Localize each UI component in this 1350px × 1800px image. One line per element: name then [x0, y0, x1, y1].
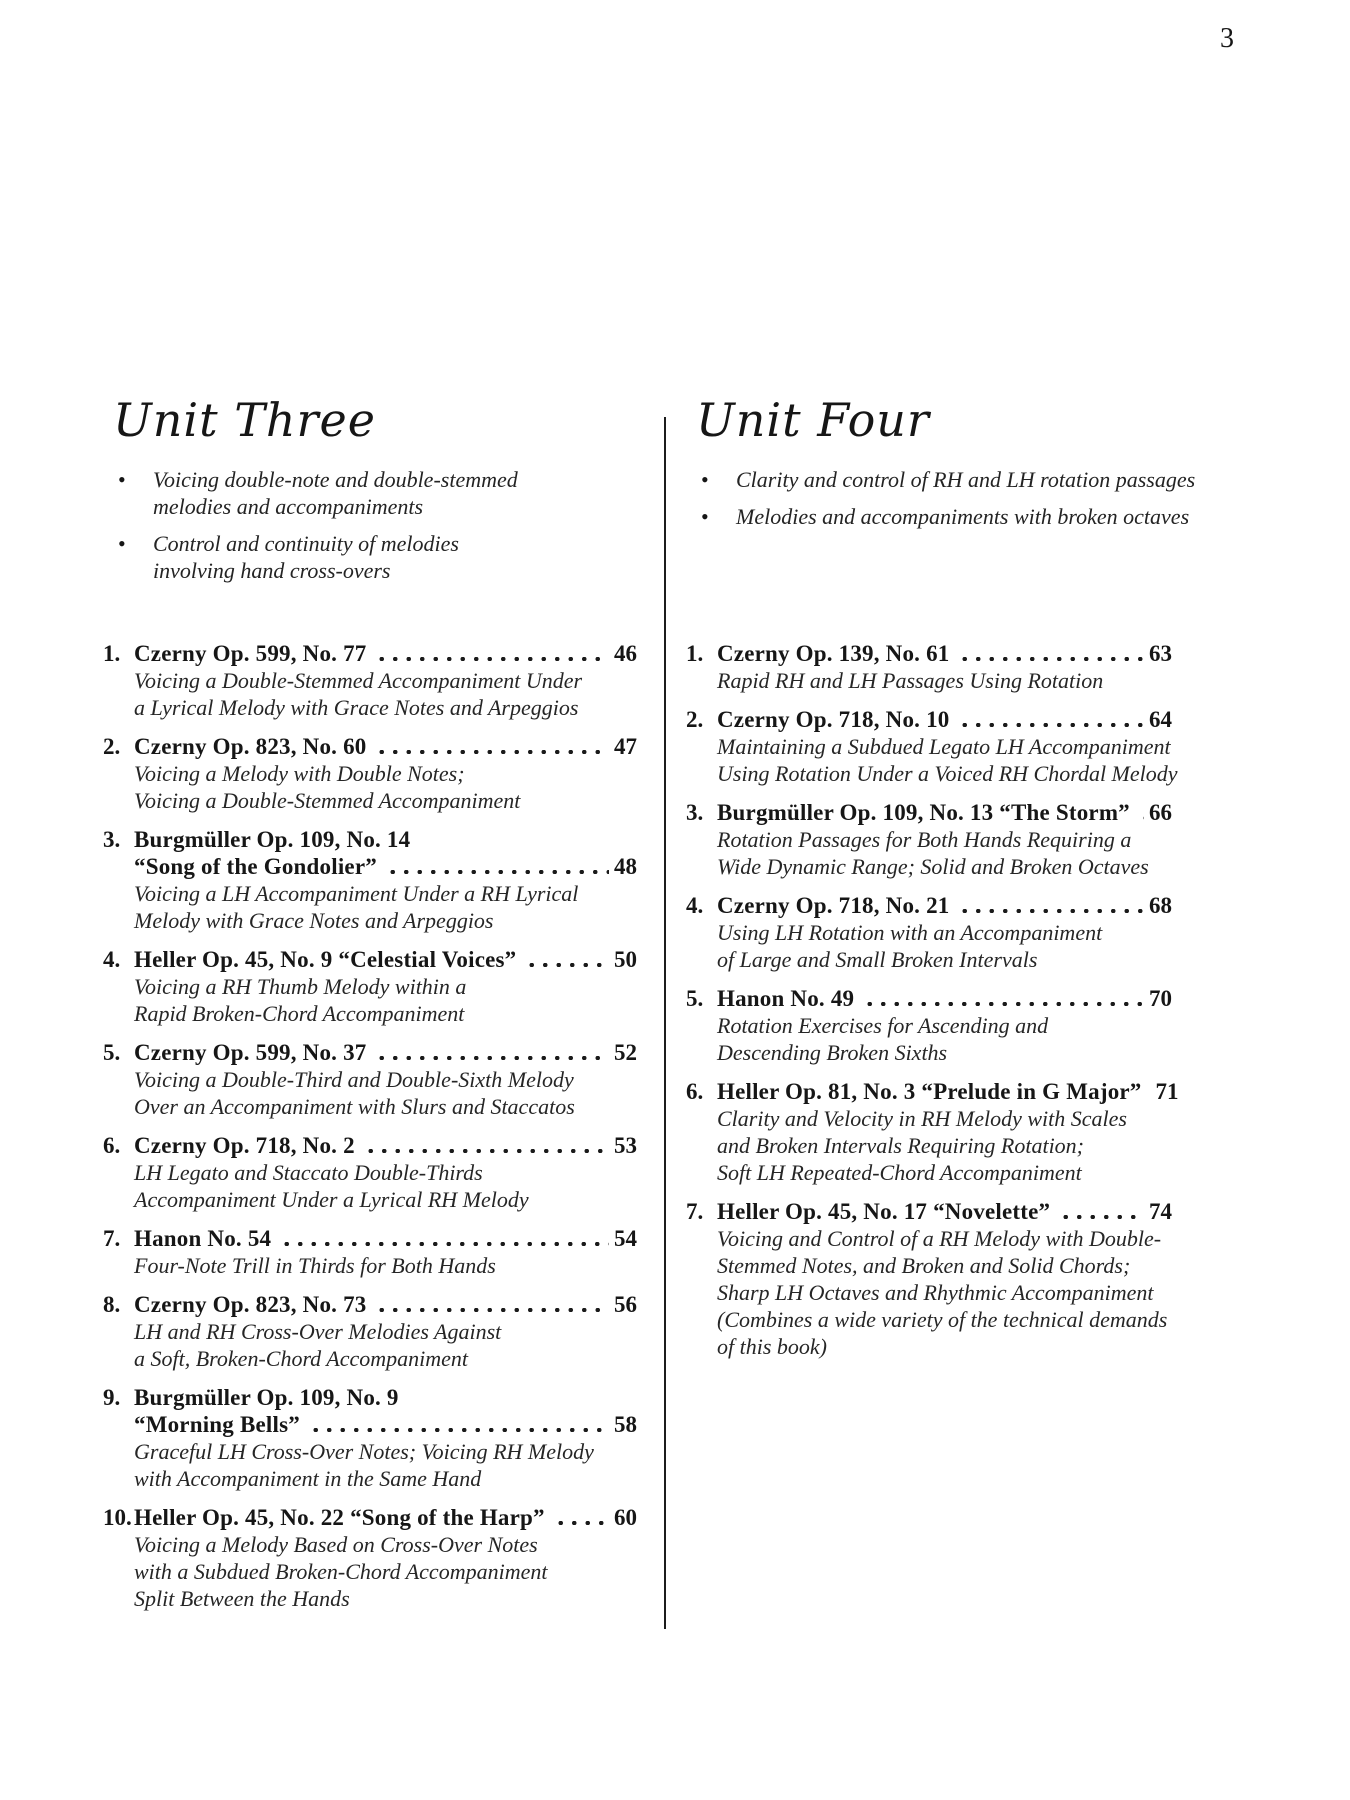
item-page-number: 60: [614, 1505, 637, 1530]
description-line: Voicing a Double-Stemmed Accompaniment Under: [134, 668, 583, 693]
description-line: of Large and Small Broken Intervals: [717, 947, 1038, 972]
toc-items: [686, 640, 1179, 1372]
toc-item: [103, 826, 637, 934]
item-number: 3.: [686, 800, 704, 825]
description-line: Four-Note Trill in Thirds for Both Hands: [134, 1253, 496, 1278]
item-number: 2.: [103, 734, 121, 759]
toc-item: [103, 733, 637, 814]
item-description: [686, 1012, 1172, 1066]
item-subtitle: “Song of the Gondolier”: [134, 854, 377, 879]
dot-leader: [525, 946, 609, 973]
item-title: Hanon No. 49: [717, 986, 855, 1011]
dot-leader: [364, 1132, 609, 1159]
bullet-text-line: Control and continuity of melodies: [153, 531, 459, 556]
item-number: 6.: [103, 1133, 121, 1158]
item-title: Burgmüller Op. 109, No. 9: [134, 1385, 399, 1410]
item-description: [686, 919, 1172, 973]
bullet-text-line: melodies and accompaniments: [153, 494, 424, 519]
description-line: LH and RH Cross-Over Melodies Against: [134, 1319, 502, 1344]
toc-items: [103, 640, 637, 1624]
item-title-row: [103, 946, 637, 973]
description-line: Voicing a Double-Third and Double-Sixth Melody: [134, 1067, 574, 1092]
description-line: with a Subdued Broken-Chord Accompaniment: [134, 1559, 548, 1584]
item-title-row: [103, 1291, 637, 1318]
dot-leader: [280, 1225, 609, 1252]
item-page-number: 70: [1149, 986, 1172, 1011]
item-title: Heller Op. 45, No. 9 “Celestial Voices”: [134, 947, 517, 972]
toc-item: [686, 985, 1172, 1066]
item-description: [103, 973, 637, 1027]
item-page-number: 64: [1149, 707, 1172, 732]
unit-goals-list: [103, 466, 637, 594]
dot-leader: [958, 706, 1144, 733]
description-line: Voicing a Double-Stemmed Accompaniment: [134, 788, 521, 813]
description-line: Clarity and Velocity in RH Melody with Scales: [717, 1106, 1127, 1131]
page-number: 3: [1220, 23, 1234, 54]
bullet-text-line: involving hand cross-overs: [153, 558, 391, 583]
item-page-number: 47: [614, 734, 637, 759]
dot-leader: [958, 892, 1144, 919]
toc-item: [103, 1225, 637, 1279]
item-title-row: [103, 733, 637, 760]
item-number: 5.: [103, 1040, 121, 1065]
dot-leader: [375, 1039, 609, 1066]
bullet-text: [153, 530, 637, 584]
item-number: 9.: [103, 1385, 121, 1410]
item-title-row: [103, 1504, 637, 1531]
item-subtitle-row: [103, 1411, 637, 1438]
description-line: Voicing a LH Accompaniment Under a RH Lyrical: [134, 881, 579, 906]
item-title: Burgmüller Op. 109, No. 14: [134, 827, 411, 852]
toc-item: [686, 1078, 1179, 1186]
toc-item: [686, 706, 1178, 787]
dot-leader: [375, 733, 609, 760]
item-description: [103, 667, 637, 721]
bullet-item: [701, 466, 1196, 493]
item-number: 10.: [103, 1505, 132, 1530]
description-line: Melody with Grace Notes and Arpeggios: [134, 908, 494, 933]
dot-leader: [386, 853, 609, 880]
item-title: Czerny Op. 718, No. 10: [717, 707, 950, 732]
description-line: a Soft, Broken-Chord Accompaniment: [134, 1346, 469, 1371]
item-page-number: 53: [614, 1133, 637, 1158]
item-title: Czerny Op. 823, No. 60: [134, 734, 367, 759]
item-number: 4.: [686, 893, 704, 918]
description-line: Rotation Exercises for Ascending and: [717, 1013, 1049, 1038]
item-title-row: [686, 706, 1172, 733]
description-line: Wide Dynamic Range; Solid and Broken Octaves: [717, 854, 1149, 879]
item-page-number: 56: [614, 1292, 637, 1317]
description-line: Soft LH Repeated-Chord Accompaniment: [717, 1160, 1082, 1185]
toc-item: [103, 946, 637, 1027]
item-description: [103, 1531, 637, 1612]
bullet-text-line: Clarity and control of RH and LH rotation passages: [736, 467, 1196, 492]
description-line: and Broken Intervals Requiring Rotation;: [717, 1133, 1085, 1158]
item-number: 5.: [686, 986, 704, 1011]
dot-leader: [554, 1504, 609, 1531]
dot-leader: [863, 985, 1144, 1012]
item-title-row: [103, 1225, 637, 1252]
item-title-row: [686, 892, 1172, 919]
description-line: (Combines a wide variety of the technical demands: [717, 1307, 1168, 1332]
dot-leader: [1139, 799, 1144, 826]
item-page-number: 48: [614, 854, 637, 879]
item-subtitle-row: [103, 853, 637, 880]
description-line: Rotation Passages for Both Hands Requiring a: [717, 827, 1132, 852]
item-title: Czerny Op. 599, No. 77: [134, 641, 367, 666]
item-page-number: 68: [1149, 893, 1172, 918]
item-description: [686, 733, 1178, 787]
description-line: Stemmed Notes, and Broken and Solid Chords;: [717, 1253, 1131, 1278]
toc-item: [103, 1384, 637, 1492]
item-page-number: 54: [614, 1226, 637, 1251]
item-title-row: [103, 640, 637, 667]
bullet-icon: •: [701, 467, 709, 492]
item-title: Czerny Op. 139, No. 61: [717, 641, 950, 666]
item-title-row: [103, 1132, 637, 1159]
item-description: [686, 1105, 1172, 1186]
dot-leader: [1059, 1198, 1144, 1225]
unit-title: Unit Three: [113, 393, 376, 447]
item-title: Heller Op. 45, No. 22 “Song of the Harp”: [134, 1505, 545, 1530]
description-line: of this book): [717, 1334, 827, 1359]
bullet-item: [701, 503, 1190, 530]
dot-leader: [375, 640, 609, 667]
bullet-item: [118, 530, 637, 584]
item-page-number: 50: [614, 947, 637, 972]
item-number: 3.: [103, 827, 121, 852]
toc-item: [686, 799, 1172, 880]
unit-title: Unit Four: [696, 393, 930, 447]
item-title: Czerny Op. 599, No. 37: [134, 1040, 367, 1065]
bullet-text-line: Voicing double-note and double-stemmed: [153, 467, 518, 492]
bullet-icon: •: [118, 467, 126, 492]
dot-leader: [958, 640, 1144, 667]
description-line: Sharp LH Octaves and Rhythmic Accompaniment: [717, 1280, 1154, 1305]
item-title: Czerny Op. 823, No. 73: [134, 1292, 367, 1317]
item-page-number: 63: [1149, 641, 1172, 666]
item-title-row: [103, 826, 637, 853]
item-description: [103, 1318, 637, 1372]
item-description: [103, 1159, 637, 1213]
item-title: Czerny Op. 718, No. 21: [717, 893, 950, 918]
item-description: [103, 1438, 637, 1492]
description-line: Voicing a Melody Based on Cross-Over Notes: [134, 1532, 538, 1557]
item-title-row: [686, 1078, 1179, 1105]
bullet-text: [736, 503, 1189, 530]
item-number: 8.: [103, 1292, 121, 1317]
item-title: Heller Op. 81, No. 3 “Prelude in G Major”: [717, 1079, 1142, 1104]
toc-item: [103, 1291, 637, 1372]
description-line: with Accompaniment in the Same Hand: [134, 1466, 482, 1491]
item-page-number: 74: [1149, 1199, 1172, 1224]
unit-goals-list: [686, 466, 1196, 540]
description-line: Voicing a RH Thumb Melody within a: [134, 974, 467, 999]
item-title: Heller Op. 45, No. 17 “Novelette”: [717, 1199, 1051, 1224]
item-number: 6.: [686, 1079, 704, 1104]
description-line: Using Rotation Under a Voiced RH Chordal Melody: [717, 761, 1178, 786]
bullet-text: [736, 466, 1195, 493]
toc-item: [103, 1132, 637, 1213]
toc-item: [103, 640, 637, 721]
description-line: Voicing a Melody with Double Notes;: [134, 761, 465, 786]
bullet-icon: •: [701, 504, 709, 529]
item-page-number: 46: [614, 641, 637, 666]
item-page-number: 71: [1155, 1079, 1179, 1104]
description-line: Voicing and Control of a RH Melody with Double-: [717, 1226, 1162, 1251]
item-description: [103, 1252, 637, 1279]
dot-leader: [375, 1291, 609, 1318]
item-title: Hanon No. 54: [134, 1226, 272, 1251]
item-number: 7.: [103, 1226, 121, 1251]
item-description: [103, 1066, 637, 1120]
item-title: Czerny Op. 718, No. 2: [134, 1133, 355, 1158]
description-line: Rapid RH and LH Passages Using Rotation: [717, 668, 1104, 693]
description-line: Maintaining a Subdued Legato LH Accompaniment: [717, 734, 1171, 759]
item-number: 4.: [103, 947, 121, 972]
item-title-row: [686, 985, 1172, 1012]
toc-item: [103, 1504, 637, 1612]
description-line: Accompaniment Under a Lyrical RH Melody: [134, 1187, 529, 1212]
toc-item: [686, 640, 1172, 694]
item-title-row: [686, 1198, 1172, 1225]
item-title-row: [686, 640, 1172, 667]
item-title-row: [103, 1039, 637, 1066]
item-page-number: 52: [614, 1040, 637, 1065]
item-number: 7.: [686, 1199, 704, 1224]
description-line: LH Legato and Staccato Double-Thirds: [134, 1160, 483, 1185]
description-line: Using LH Rotation with an Accompaniment: [717, 920, 1103, 945]
item-title-row: [103, 1384, 637, 1411]
item-description: [686, 826, 1172, 880]
item-page-number: 66: [1149, 800, 1172, 825]
item-subtitle: “Morning Bells”: [134, 1412, 300, 1437]
item-number: 1.: [686, 641, 704, 666]
toc-item: [686, 892, 1172, 973]
item-description: [103, 880, 637, 934]
toc-item: [103, 1039, 637, 1120]
description-line: Rapid Broken-Chord Accompaniment: [134, 1001, 465, 1026]
bullet-item: [118, 466, 637, 520]
item-description: [103, 760, 637, 814]
description-line: Descending Broken Sixths: [717, 1040, 948, 1065]
bullet-text-line: Melodies and accompaniments with broken octaves: [736, 504, 1190, 529]
item-number: 1.: [103, 641, 121, 666]
description-line: Split Between the Hands: [134, 1586, 350, 1611]
bullet-icon: •: [118, 531, 126, 556]
dot-leader: [309, 1411, 609, 1438]
description-line: a Lyrical Melody with Grace Notes and Arpeggios: [134, 695, 579, 720]
item-page-number: 58: [614, 1412, 637, 1437]
item-description: [686, 1225, 1172, 1360]
description-line: Over an Accompaniment with Slurs and Staccatos: [134, 1094, 575, 1119]
column-divider: [664, 417, 666, 1629]
item-title-row: [686, 799, 1172, 826]
toc-item: [686, 1198, 1172, 1360]
item-description: [686, 667, 1172, 694]
item-title: Burgmüller Op. 109, No. 13 “The Storm”: [717, 800, 1130, 825]
description-line: Graceful LH Cross-Over Notes; Voicing RH Melody: [134, 1439, 594, 1464]
bullet-text: [153, 466, 637, 520]
item-number: 2.: [686, 707, 704, 732]
